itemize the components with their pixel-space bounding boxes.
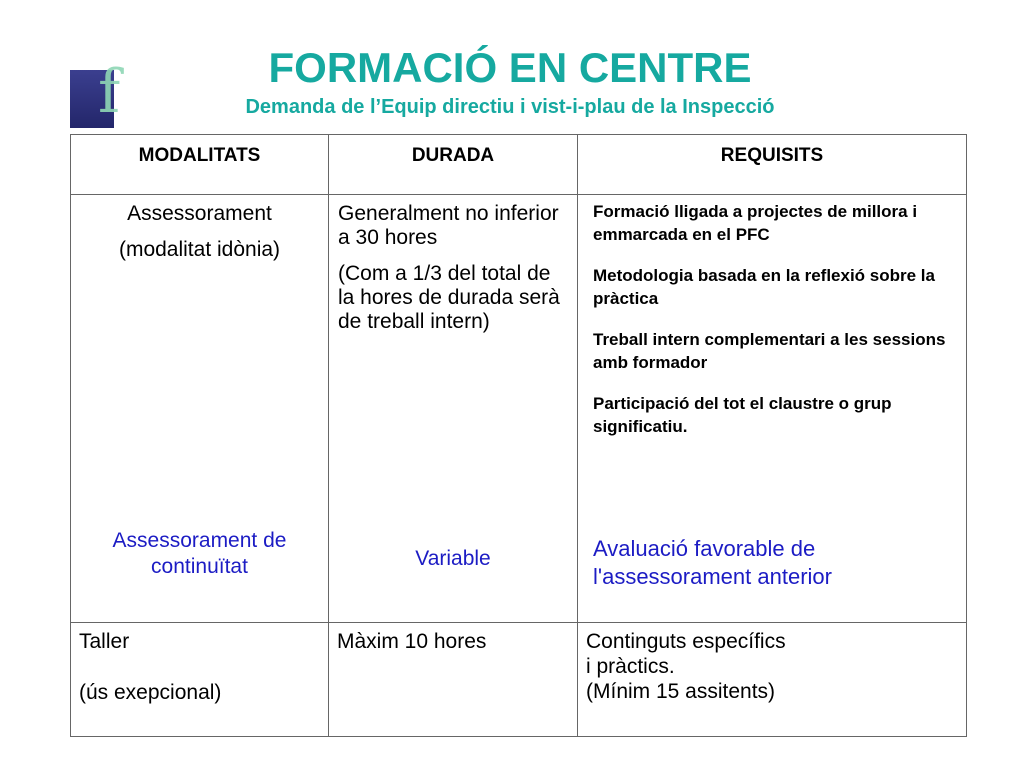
table-header-row (71, 135, 967, 195)
table-row-assessorament (71, 195, 967, 623)
requisit-line: Continguts específics (586, 630, 786, 653)
durada-main: Màxim 10 hores (337, 630, 487, 653)
requisit-item: Formació lligada a projectes de millora i emmarcada en el PFC (593, 202, 918, 244)
cell-durada-taller (329, 623, 578, 737)
modalitat-name: Assessorament (127, 202, 272, 225)
modalitat-note: (ús exepcional) (79, 681, 222, 704)
column-header-durada: DURADA (329, 135, 578, 195)
cell-durada-assessorament (329, 195, 578, 623)
logo (70, 57, 128, 130)
cell-modalitat-assessorament (71, 195, 329, 623)
durada-main: Generalment no inferior a 30 hores (338, 202, 559, 249)
requisit-line: (Mínim 15 assitents) (586, 680, 776, 703)
requisit-item: Participació del tot el claustre o grup significatiu. (593, 394, 892, 436)
durada-note: (Com a 1/3 del total de la hores de durada serà de treball intern) (338, 262, 560, 333)
modalitat-continuitat: Assessorament de continuïtat (112, 529, 287, 578)
requisit-item: Metodologia basada en la reflexió sobre la pràctica (593, 266, 935, 308)
cell-modalitat-taller (71, 623, 329, 737)
requisit-line: i pràctics. (586, 655, 675, 678)
requisit-avaluacio: Avaluació favorable de l'assessorament anterior (593, 536, 832, 589)
durada-variable: Variable (415, 547, 491, 570)
logo-letter: f (98, 57, 121, 127)
cell-requisits-assessorament (578, 195, 967, 623)
page-subtitle: Demanda de l’Equip directiu i vist-i-plau de la Inspecció (245, 96, 775, 118)
table-row-taller (71, 623, 967, 737)
column-header-modalitats: MODALITATS (71, 135, 329, 195)
modalitat-note: (modalitat idònia) (118, 238, 281, 261)
requisit-item: Treball intern complementari a les sessions amb formador (593, 330, 946, 372)
column-header-requisits: REQUISITS (578, 135, 967, 195)
page-title: FORMACIÓ EN CENTRE (268, 44, 752, 91)
modalitat-name: Taller (79, 630, 130, 653)
modalities-table (70, 134, 967, 737)
cell-requisits-taller (578, 623, 967, 737)
